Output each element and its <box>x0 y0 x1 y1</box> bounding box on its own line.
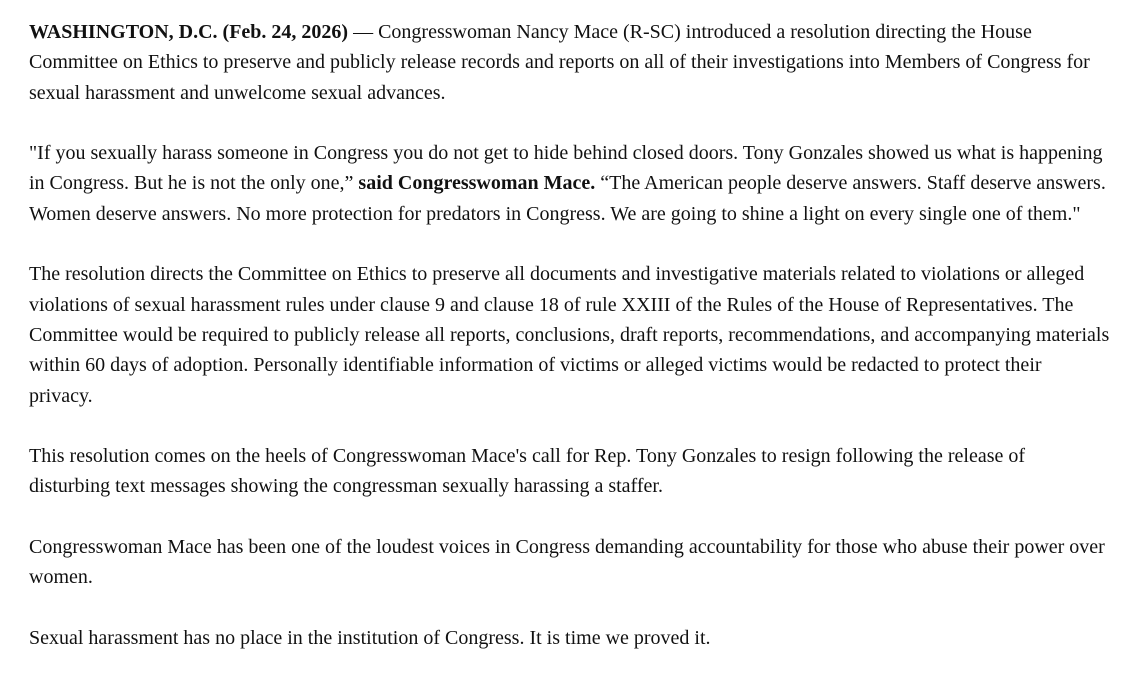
resolution-details-paragraph: The resolution directs the Committee on Ethics to preserve all documents and investigative materials related to violations or alleged violations of sexual harassment rules under clause 9 and clause 18 of rule XXIII of the Rules of the House of Representatives. The Committee would be required to publicly release all reports, conclusions, draft reports, recommendations, and accompanying materials within 60 days of adoption. Personally identifiable information of victims or alleged victims would be redacted to protect their privacy. <box>29 263 1110 407</box>
quote-end: “The American people deserve answers. Staff deserve answers. Women deserve answers. No more protection for predators in Congress. We are going to shine a light on every single one of them." <box>29 172 1106 225</box>
background-paragraph: Congresswoman Mace has been one of the loudest voices in Congress demanding accountability for those who abuse their power over women. <box>29 536 1105 589</box>
context-paragraph: This resolution comes on the heels of Congresswoman Mace's call for Rep. Tony Gonzales to resign following the release of disturbing text messages showing the congressman sexually harassing a staffer. <box>29 445 1026 498</box>
closing-paragraph: Sexual harassment has no place in the institution of Congress. It is time we proved it. <box>29 626 711 649</box>
quote-attribution: said Congresswoman Mace. <box>358 172 596 195</box>
quote-paragraph <box>29 138 1110 229</box>
quote-start: "If you sexually harass someone in Congress you do not get to hide behind closed doors. Tony Gonzales showed us what is happening in Congress. But he is not the only one,” <box>29 142 1103 195</box>
intro-paragraph <box>29 17 1110 108</box>
intro-text: — Congresswoman Nancy Mace (R-SC) introduced a resolution directing the House Committee on Ethics to preserve and publicly release records and reports on all of their investigations into Members of Congress for sexual harassment and unwelcome sexual advances. <box>29 21 1090 104</box>
dateline: WASHINGTON, D.C. (Feb. 24, 2026) <box>29 21 349 43</box>
